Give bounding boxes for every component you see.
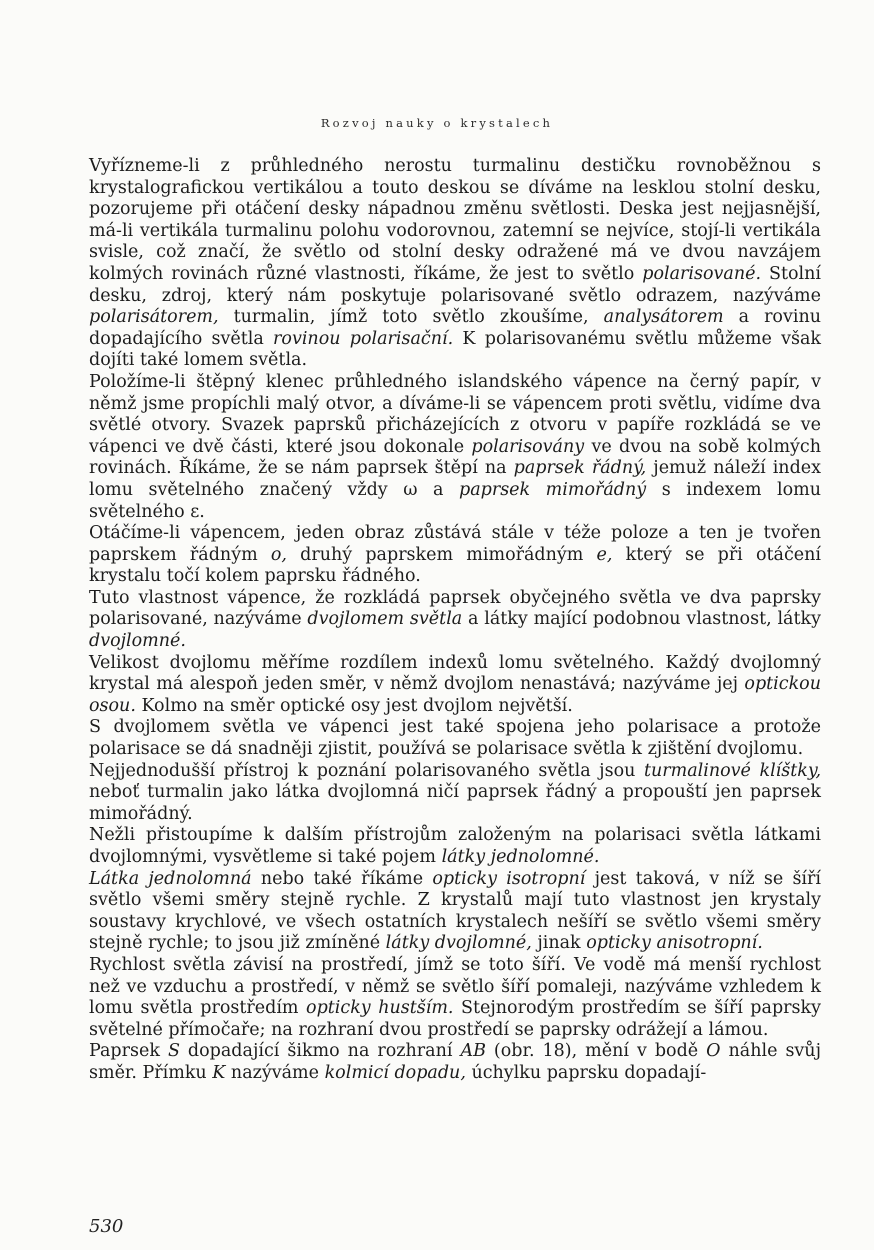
emphasis-run: dvojlomné. [89,631,186,652]
emphasis-run: paprsek mimořádný [459,479,647,500]
running-header: Rozvoj nauky o krystalech [320,116,554,130]
text-run: Vyřízneme-li z průhledného nerostu turmalinu destičku rovnoběžnou s krystalografickou vertikálou a touto deskou se díváme na lesklou stolní desku, pozorujeme při otáčení desky nápadnou změnu světlosti. Deska jest nejjasnější, má-li vertikála turmalinu polohu vodorovnou, zatemní se nejvíce, stojí-li vertikála svisle, což značí, že světlo od stolní desky odražené má ve dvou navzájem kolmých rovinách různé vlastnosti, říkáme, že jest to světlo [89,156,821,284]
text-run: Nejjednodušší přístroj k poznání polarisovaného světla jsou [89,760,644,781]
text-run: jest taková, v níž se šíří světlo všemi směry stejně rychle. Z krystalů mají tuto vlastnost jen krystaly soustavy krychlové, ve všech ostatních krystalech nešíří se světlo všemi směry stejně rychle; to jsou již zmíněné [89,868,821,954]
paragraph [89,1041,821,1084]
text-run: Rychlost světla závisí na prostředí, jímž se toto šíří. Ve vodě má menší rychlost než ve vzduchu a prostředí, v němž se světlo šíří pomaleji, nazýváme vzhledem k lomu světla prostředím [89,954,821,1019]
emphasis-run: látky jednolomné. [441,847,600,867]
text-run: Velikost dvojlomu měříme rozdílem indexů lomu světelného. Každý dvojlomný krystal má alespoň jeden směr, v němž dvojlom nenastává; nazýváme jej [89,652,821,695]
text-run: druhý paprskem mimořádným [286,544,597,565]
text-run: (obr. 18), mění v bodě [485,1041,707,1062]
text-run: úchylku paprsku dopadají- [465,1062,707,1083]
emphasis-run: turmalinové klíštky, [643,760,822,781]
paragraph [89,825,821,868]
text-run: s indexem lomu světelného ε. [89,479,822,522]
page-number: 530 [89,1216,124,1237]
emphasis-run: K [212,1062,226,1083]
paragraph [89,955,821,1041]
emphasis-run: S [167,1041,180,1062]
text-run: a látky mající podobnou vlastnost, látky [462,609,822,630]
emphasis-run: rovinou polarisační. [273,328,454,349]
paragraph [89,156,821,372]
emphasis-run: kolmicí dopadu, [324,1062,466,1083]
emphasis-run: látky dvojlomné, [385,933,532,954]
paragraph [89,372,821,523]
text-run: K polarisovanému světlu můžeme však dojíti také lomem světla. [89,328,822,371]
text-run: Kolmo na směr optické osy jest dvojlom největší. [135,695,573,716]
paragraph [89,717,821,760]
text-run: jinak [531,933,587,954]
text-run: ve dvou na sobě kolmých rovinách. Říkáme, že se nám paprsek štěpí na [89,436,821,479]
emphasis-run: Látka jednolomná [89,868,252,889]
paragraph [89,761,821,826]
text-run: náhle svůj směr. Přímku [89,1041,822,1083]
paragraph [89,653,821,718]
text-run: který se při otáčení krystalu točí kolem paprsku řádného. [89,544,821,587]
paragraph [89,869,821,955]
emphasis-run: polarisované. [642,263,762,284]
text-run: Otáčíme-li vápencem, jeden obraz zůstává stále v téže poloze a ten je tvořen paprskem řádným [89,523,821,565]
emphasis-run: o, [270,544,287,565]
paragraph [89,588,821,653]
text-run: neboť turmalin jako látka dvojlomná ničí paprsek řádný a propouští jen paprsek mimořádný. [89,782,821,824]
emphasis-run: AB [460,1041,486,1062]
emphasis-run: opticky anisotropní. [586,933,763,954]
text-run: jemuž náleží index lomu světelného značený vždy ω a [89,458,822,500]
text-run: Tuto vlastnost vápence, že rozkládá paprsek obyčejného světla ve dva paprsky polarisované, nazýváme [89,587,821,630]
text-run: Položíme-li štěpný klenec průhledného islandského vápence na černý papír, v němž jsme propíchli malý otvor, a díváme-li se vápencem proti světlu, vidíme dva světlé otvory. Svazek paprsků přicházejících z otvoru v papíře rozkládá se ve vápenci ve dvě části, které jsou dokonale [89,371,821,457]
body-text [89,156,821,1085]
text-run: turmalin, jímž toto světlo zkoušíme, [218,307,604,328]
text-run: Stejnorodým prostředím se šíří paprsky světelné přímočaře; na rozhraní dvou prostředí se paprsky odrážejí a lámou. [89,998,821,1040]
emphasis-run: e, [596,544,613,565]
emphasis-run: polarisátorem, [89,307,219,328]
text-run: dopadající šikmo na rozhraní [179,1041,461,1062]
text-run: nazýváme [225,1062,325,1083]
emphasis-run: dvojlomem světla [307,609,463,630]
emphasis-run: O [706,1041,721,1062]
emphasis-run: polarisovány [471,436,585,457]
emphasis-run: analysátorem [603,307,724,328]
emphasis-run: opticky isotropní [432,868,586,889]
text-run: nebo také říkáme [251,868,433,889]
text-run: a rovinu dopadajícího světla [89,307,821,349]
emphasis-run: optickou osou. [89,674,821,716]
paragraph [89,523,821,588]
text-run: Paprsek [89,1041,168,1062]
text-run: S dvojlomem světla ve vápenci jest také spojena jeho polarisace a protože polarisace se dá snadněji zjistit, používá se polarisace světla k zjištění dvojlomu. [89,717,821,760]
text-run: Nežli přistoupíme k dalším přístrojům založeným na polarisaci světla látkami dvojlomnými, vysvětleme si také pojem [89,825,821,867]
text-run: Stolní desku, zdroj, který nám poskytuje polarisované světlo odrazem, nazýváme [89,263,821,306]
emphasis-run: opticky hustším. [306,998,454,1019]
emphasis-run: paprsek řádný, [513,458,647,479]
